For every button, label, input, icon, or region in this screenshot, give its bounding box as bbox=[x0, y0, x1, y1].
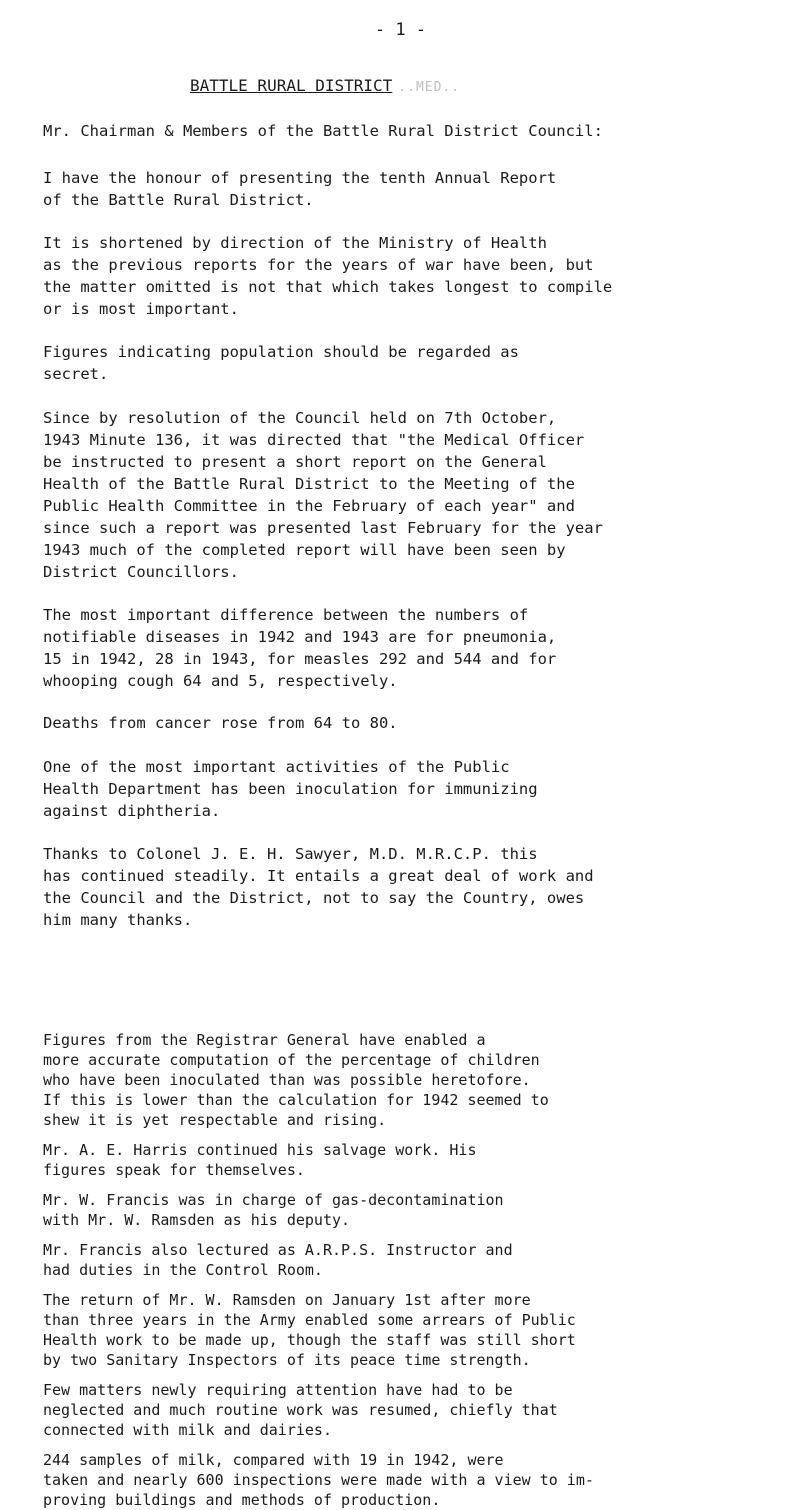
paragraph-diphtheria: One of the most important activities of the Public Health Department has been inoculation for immunizing against diphtheria. bbox=[43, 758, 538, 820]
paragraph-arps-instructor: Mr. Francis also lectured as A.R.P.S. Instructor and had duties in the Control Room. bbox=[43, 1241, 513, 1279]
paragraph-cancer-deaths: Deaths from cancer rose from 64 to 80. bbox=[43, 714, 398, 732]
paragraph-resolution: Since by resolution of the Council held on 7th October, 1943 Minute 136, it was directed that "the Medical Officer be instructed to present a short report on the General Health of the Battle Rural District to the Meeting of the Public Health Committee in the February of each year" and since such a report was presented last February for the year 1943 much of the completed report will have been seen by District Councillors. bbox=[43, 409, 603, 581]
heading-title: BATTLE RURAL DISTRICT bbox=[190, 76, 393, 95]
paragraph-population: Figures indicating population should be regarded as secret. bbox=[43, 343, 519, 383]
document-heading bbox=[190, 76, 460, 95]
heading-stamp-marks: ..MED.. bbox=[398, 80, 461, 95]
paragraph-tenth-report: I have the honour of presenting the tenth Annual Report of the Battle Rural District. bbox=[43, 169, 557, 209]
paragraph-thanks-sawyer: Thanks to Colonel J. E. H. Sawyer, M.D. M.R.C.P. this has continued steadily. It entails a great deal of work and the Council and the District, not to say the Country, owes him many thanks. bbox=[43, 845, 594, 929]
paragraph-shortened: It is shortened by direction of the Ministry of Health as the previous reports for the years of war have been, but the matter omitted is not that which takes longest to compile or is most important. bbox=[43, 234, 613, 318]
paragraph-gas-decontamination: Mr. W. Francis was in charge of gas-decontamination with Mr. W. Ramsden as his deputy. bbox=[43, 1191, 504, 1229]
salutation: Mr. Chairman & Members of the Battle Rural District Council: bbox=[43, 122, 603, 140]
paragraph-milk-dairies: Few matters newly requiring attention have had to be neglected and much routine work was resumed, chiefly that connected with milk and dairies. bbox=[43, 1381, 558, 1439]
paragraph-ramsden-return: The return of Mr. W. Ramsden on January 1st after more than three years in the Army enabled some arrears of Public Health work to be made up, though the staff was still short by two Sanitary Inspectors of its peace time strength. bbox=[43, 1291, 576, 1369]
page-number: - 1 - bbox=[374, 20, 427, 40]
paragraph-salvage: Mr. A. E. Harris continued his salvage work. His figures speak for themselves. bbox=[43, 1141, 477, 1179]
paragraph-milk-samples: 244 samples of milk, compared with 19 in 1942, were taken and nearly 600 inspections were made with a view to im- proving buildings and methods of production. bbox=[43, 1451, 594, 1509]
paragraph-notifiable-diseases: The most important difference between the numbers of notifiable diseases in 1942 and 1943 are for pneumonia, 15 in 1942, 28 in 1943, for measles 292 and 544 and for whooping cough 64 and 5, respectively. bbox=[43, 606, 557, 690]
paragraph-registrar-general: Figures from the Registrar General have enabled a more accurate computation of the percentage of children who have been inoculated than was possible heretofore. If this is lower than the calculation for 1942 seemed to shew it is yet respectable and rising. bbox=[43, 1031, 549, 1129]
